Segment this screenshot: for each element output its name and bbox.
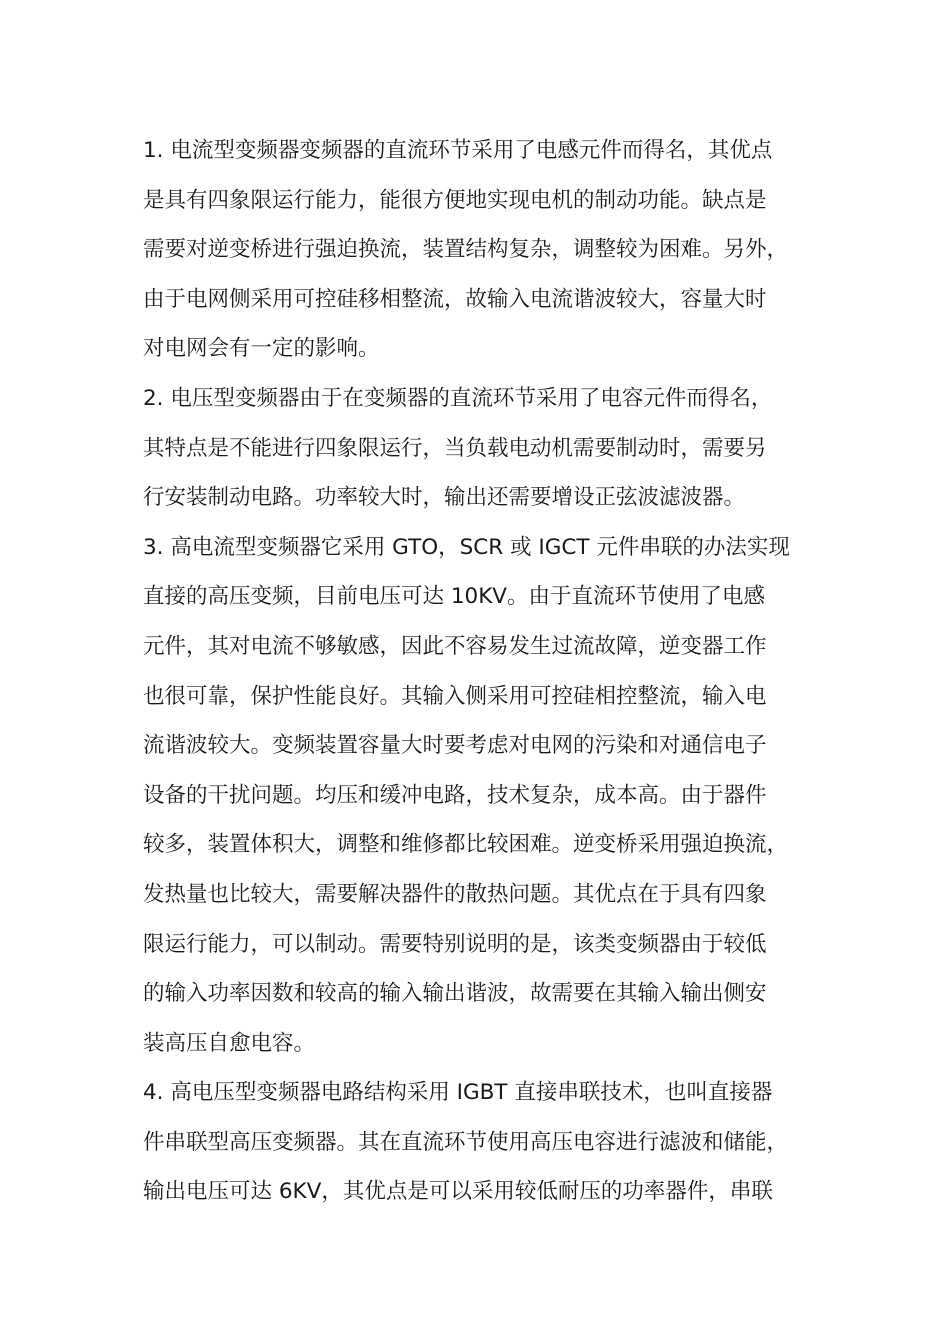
- text-line: 流谐波较大。变频装置容量大时要考虑对电网的污染和对通信电子: [143, 733, 767, 759]
- text-line: 设备的干扰问题。均压和缓冲电路，技术复杂，成本高。由于器件: [143, 782, 767, 808]
- text-line: 其特点是不能进行四象限运行，当负载电动机需要制动时，需要另: [143, 435, 767, 461]
- text-line: 装高压自愈电容。: [143, 1030, 316, 1056]
- text-line: 较多，装置体积大，调整和维修都比较困难。逆变桥采用强迫换流，: [143, 832, 789, 858]
- text-line: 1. 电流型变频器变频器的直流环节采用了电感元件而得名，其优点: [143, 138, 773, 163]
- text-line: 的输入功率因数和较高的输入输出谐波，故需要在其输入输出侧安: [143, 981, 767, 1007]
- paragraph-high-voltage-inverter: [143, 1068, 843, 1217]
- document-body: [143, 126, 843, 1217]
- text-line: 限运行能力，可以制动。需要特别说明的是，该类变频器由于较低: [143, 931, 767, 957]
- text-line: 4. 高电压型变频器电路结构采用 IGBT 直接串联技术，也叫直接器: [143, 1080, 773, 1106]
- text-line: 是具有四象限运行能力，能很方便地实现电机的制动功能。缺点是: [143, 187, 767, 213]
- text-line: 发热量也比较大，需要解决器件的散热问题。其优点在于具有四象: [143, 881, 767, 907]
- text-line: 行安装制动电路。功率较大时，输出还需要增设正弦波滤波器。: [143, 485, 746, 511]
- text-line: 对电网会有一定的影响。: [143, 336, 380, 362]
- text-line: 输出电压可达 6KV，其优点是可以采用较低耐压的功率器件，串联: [143, 1179, 773, 1205]
- text-line: 3. 高电流型变频器它采用 GTO，SCR 或 IGCT 元件串联的办法实现: [143, 534, 790, 560]
- text-line: 需要对逆变桥进行强迫换流，装置结构复杂，调整较为困难。另外，: [143, 237, 789, 263]
- paragraph-high-current-inverter: [143, 523, 843, 1069]
- text-line: 直接的高压变频，目前电压可达 10KV。由于直流环节使用了电感: [143, 584, 766, 610]
- paragraph-current-source-inverter: [143, 126, 843, 374]
- paragraph-voltage-source-inverter: [143, 374, 843, 523]
- text-line: 2. 电压型变频器由于在变频器的直流环节采用了电容元件而得名，: [143, 385, 773, 411]
- text-line: 元件，其对电流不够敏感，因此不容易发生过流故障，逆变器工作: [143, 633, 767, 659]
- text-line: 也很可靠，保护性能良好。其输入侧采用可控硅相控整流，输入电: [143, 683, 767, 709]
- text-line: 件串联型高压变频器。其在直流环节使用高压电容进行滤波和储能，: [143, 1129, 789, 1155]
- text-line: 由于电网侧采用可控硅移相整流，故输入电流谐波较大，容量大时: [143, 286, 767, 312]
